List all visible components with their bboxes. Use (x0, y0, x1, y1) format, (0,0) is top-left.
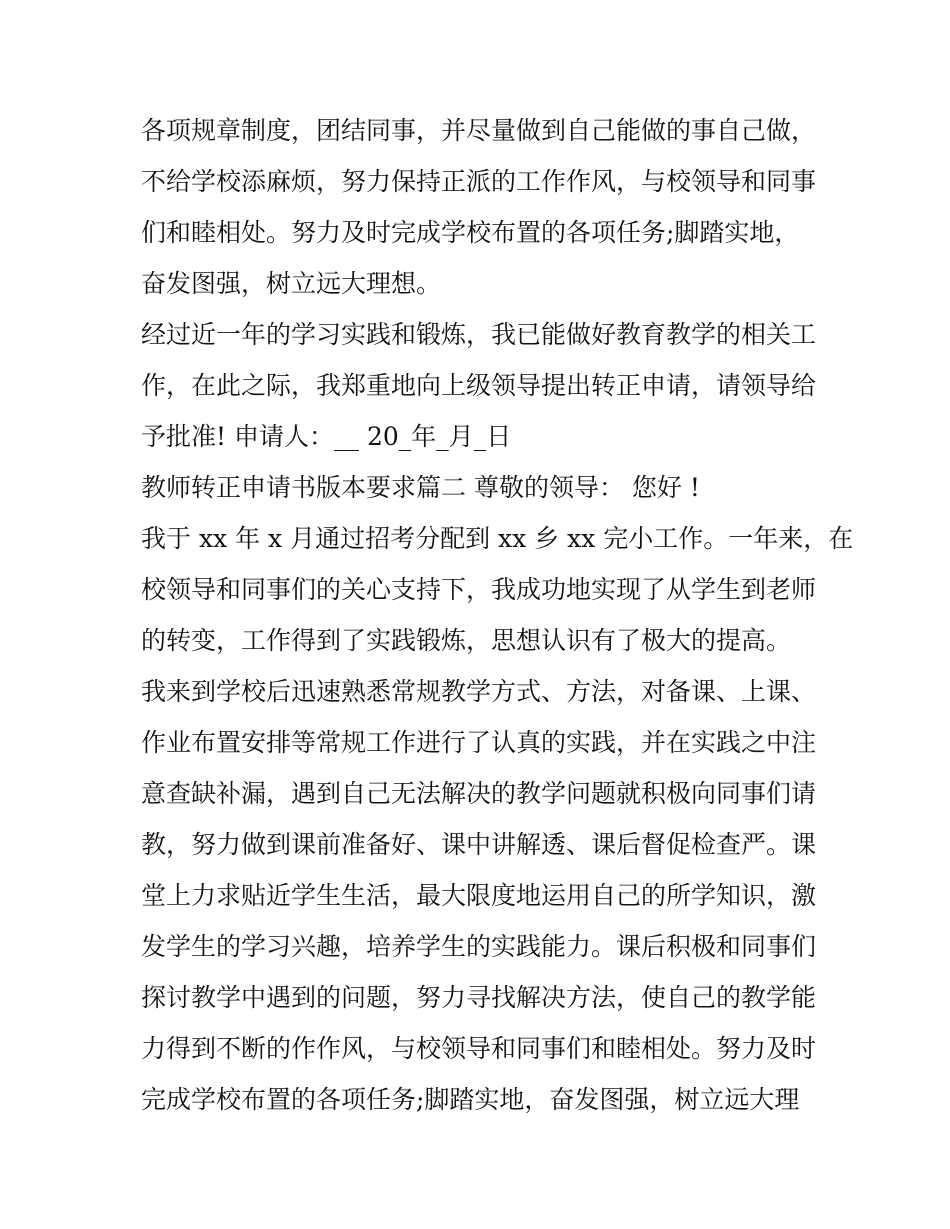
text-line: 经过近一年的学习实践和锻炼，我已能做好教育教学的相关工 (141, 320, 817, 349)
text-line: 奋发图强，树立远大理想。 (141, 269, 442, 298)
text-line: 我于 xx 年 x 月通过招考分配到 xx 乡 xx 完小工作。一年来，在 (141, 524, 854, 553)
text-line: 们和睦相处。努力及时完成学校布置的各项任务;脚踏实地， (141, 218, 800, 247)
text-line: 的转变，工作得到了实践锻炼，思想认识有了极大的提高。 (141, 626, 792, 655)
text-line: 力得到不断的作作风，与校领导和同事们和睦相处。努力及时 (141, 1034, 817, 1063)
applicant-line: 予批准! 申请人：__ 20_年_月_日 (141, 422, 512, 451)
text-line: 我来到学校后迅速熟悉常规教学方式、方法，对备课、上课、 (141, 677, 817, 706)
text-line: 各项规章制度，团结同事，并尽量做到自己能做的事自己做， (141, 116, 817, 145)
text-line: 教，努力做到课前准备好、课中讲解透、课后督促检查严。课 (141, 830, 817, 859)
text-line: 探讨教学中遇到的问题，努力寻找解决方法，使自己的教学能 (141, 983, 817, 1012)
text-line: 发学生的学习兴趣，培养学生的实践能力。课后积极和同事们 (141, 932, 817, 961)
text-line: 校领导和同事们的关心支持下，我成功地实现了从学生到老师 (141, 575, 817, 604)
text-line: 不给学校添麻烦，努力保持正派的工作作风，与校领导和同事 (141, 167, 817, 196)
section-heading-line: 教师转正申请书版本要求篇二 尊敬的领导： 您好 ! (141, 473, 700, 502)
text-line: 堂上力求贴近学生生活，最大限度地运用自己的所学知识，激 (141, 881, 817, 910)
text-line: 作业布置安排等常规工作进行了认真的实践，并在实践之中注 (141, 728, 817, 757)
text-line: 完成学校布置的各项任务;脚踏实地，奋发图强，树立远大理 (141, 1085, 800, 1114)
document-body (141, 105, 854, 1125)
text-line: 意查缺补漏，遇到自己无法解决的教学问题就积极向同事们请 (141, 779, 817, 808)
text-line: 作，在此之际，我郑重地向上级领导提出转正申请，请领导给 (141, 371, 817, 400)
